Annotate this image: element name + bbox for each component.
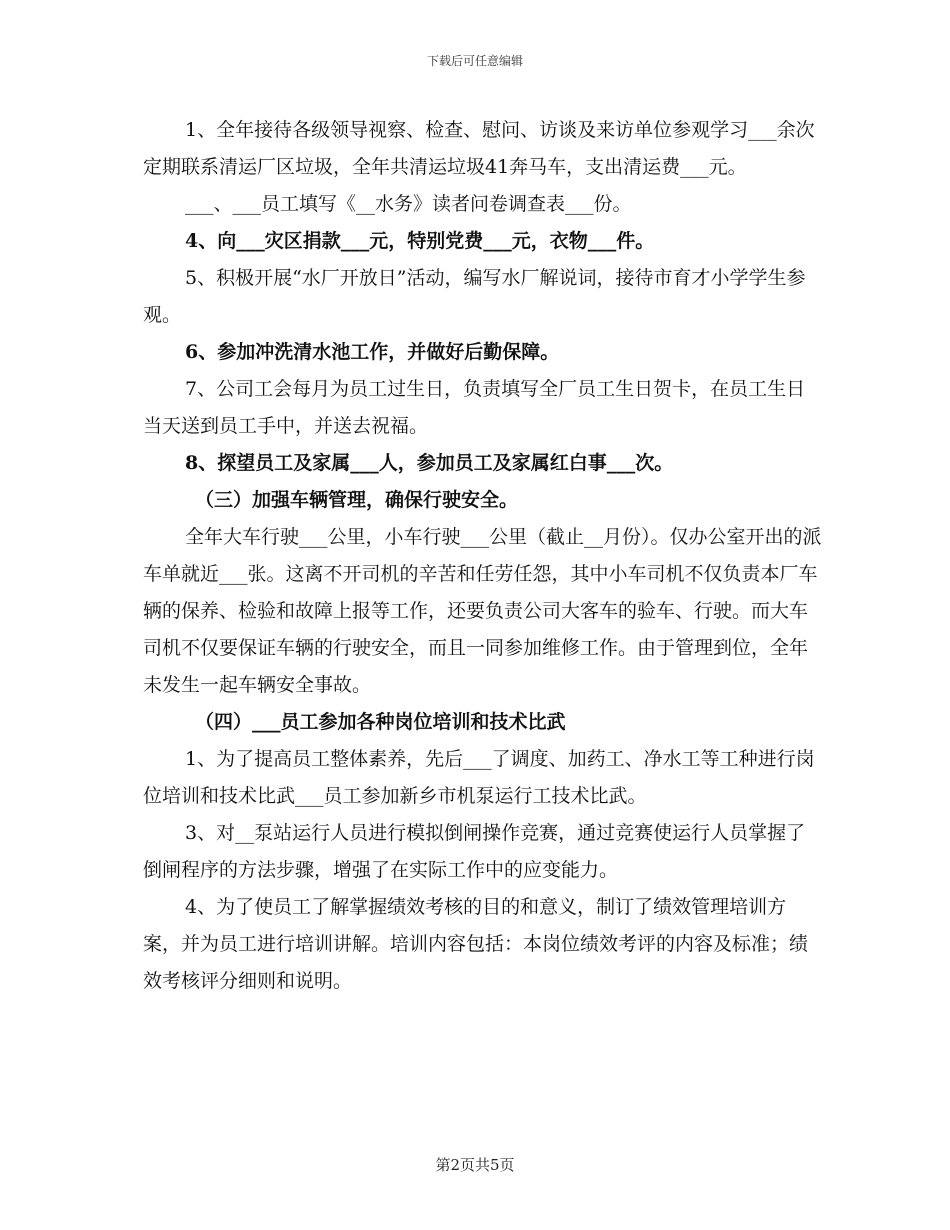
section-heading-vehicles: （三）加强车辆管理，确保行驶安全。	[195, 489, 519, 511]
paragraph-vehicles: 全年大车行驶___公里，小车行驶___公里（截止__月份）。仅办公室开出的派车单就近___张。这离不开司机的辛苦和任劳任怨，其中小车司机不仅负责本厂车辆的保养、检验和故障上报等工作，还要负责公司大客车的验车、行驶。而大车司机不仅要保证车辆的行驶安全，而且一同参加维修工作。由于管理到位，全年未发生一起车辆安全事故。	[143, 526, 822, 696]
paragraph-donation: 4、向___灾区捐款___元，特别党费___元，衣物___件。	[185, 230, 655, 252]
paragraph-reception: 1、全年接待各级领导视察、检查、慰问、访谈及来访单位参观学习___余次定期联系清运厂区垃圾，全年共清运垃圾41奔马车，支出清运费___元。	[143, 119, 815, 178]
document-body	[143, 112, 823, 1000]
paragraph-pool-cleaning: 6、参加冲洗清水池工作，并做好后勤保障。	[185, 341, 560, 363]
paragraph-training-4: 4、为了使员工了解掌握绩效考核的目的和意义，制订了绩效管理培训方案，并为员工进行培训讲解。培训内容包括：本岗位绩效考评的内容及标准；绩效考核评分细则和说明。	[143, 896, 809, 992]
paragraph-training-3: 3、对__泵站运行人员进行模拟倒闸操作竞赛，通过竞赛使运行人员掌握了倒闸程序的方法步骤，增强了在实际工作中的应变能力。	[143, 822, 806, 881]
paragraph-training-1: 1、为了提高员工整体素养，先后___了调度、加药工、净水工等工种进行岗位培训和技术比武___员工参加新乡市机泵运行工技术比武。	[143, 748, 815, 807]
paragraph-birthday: 7、公司工会每月为员工过生日，负责填写全厂员工生日贺卡，在员工生日当天送到员工手中，并送去祝福。	[143, 378, 806, 437]
paragraph-survey: ___、___员工填写《__水务》读者问卷调查表___份。	[185, 193, 632, 215]
paragraph-open-day: 5、积极开展“水厂开放日”活动，编写水厂解说词，接待市育才小学学生参观。	[143, 267, 806, 326]
section-heading-training: （四）___员工参加各种岗位培训和技术比武	[195, 711, 566, 733]
page-footer: 第2页共5页	[435, 1156, 515, 1174]
paragraph-family-visit: 8、探望员工及家属___人，参加员工及家属红白事___次。	[185, 452, 674, 474]
page-header: 下载后可任意编辑	[426, 54, 523, 68]
